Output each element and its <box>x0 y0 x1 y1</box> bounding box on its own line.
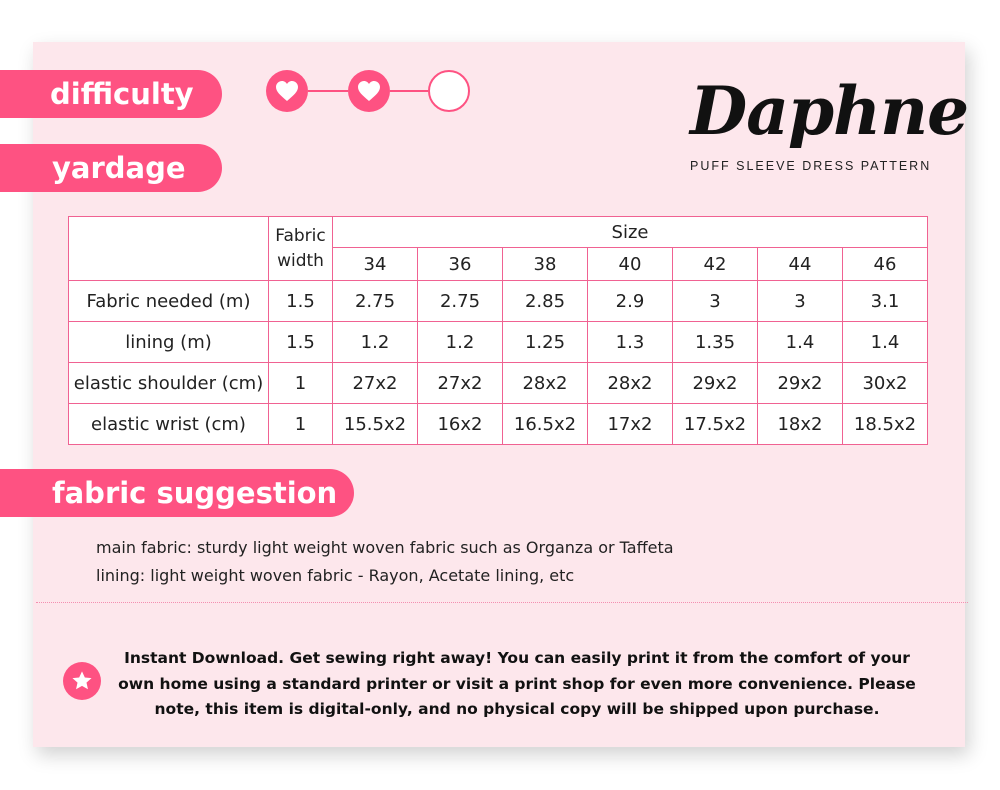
value-cell: 2.75 <box>418 281 503 322</box>
value-cell: 2.75 <box>333 281 418 322</box>
table-row <box>69 404 928 445</box>
value-cell: 27x2 <box>418 363 503 404</box>
size-cell: 42 <box>673 248 758 281</box>
fabric-width-header-line: Fabric <box>275 225 326 246</box>
value-cell: 1.4 <box>758 322 843 363</box>
value-cell: 16.5x2 <box>503 404 588 445</box>
table-header-row <box>69 217 928 248</box>
rating-connector <box>390 90 428 92</box>
main-fabric-line: main fabric: sturdy light weight woven fabric such as Organza or Taffeta <box>96 538 674 557</box>
value-cell: 1.35 <box>673 322 758 363</box>
yardage-heading <box>0 144 222 192</box>
fabric-width-header-line: width <box>277 250 324 271</box>
difficulty-heading <box>0 70 222 118</box>
value-cell: 1.4 <box>843 322 928 363</box>
table-row <box>69 363 928 404</box>
row-label: elastic shoulder (cm) <box>69 363 269 404</box>
brand-subtitle: PUFF SLEEVE DRESS PATTERN <box>690 159 932 173</box>
size-cell: 40 <box>588 248 673 281</box>
value-cell: 3.1 <box>843 281 928 322</box>
value-cell: 3 <box>673 281 758 322</box>
fabric-width-header <box>269 217 333 281</box>
width-cell: 1.5 <box>269 281 333 322</box>
value-cell: 1.2 <box>333 322 418 363</box>
rating-connector <box>308 90 348 92</box>
value-cell: 29x2 <box>758 363 843 404</box>
value-cell: 30x2 <box>843 363 928 404</box>
instant-download-notice: Instant Download. Get sewing right away! You can easily print it from the comfort of your own home using a standard printer or visit a print shop for even more convenience. Please note, this item is digital-only, and no physical copy will be shipped upon purchase. <box>118 649 916 718</box>
value-cell: 29x2 <box>673 363 758 404</box>
value-cell: 17x2 <box>588 404 673 445</box>
value-cell: 1.3 <box>588 322 673 363</box>
fabric-suggestion-label: fabric suggestion <box>52 476 338 510</box>
difficulty-label: difficulty <box>50 77 194 111</box>
lining-fabric-line: lining: light weight woven fabric - Rayon, Acetate lining, etc <box>96 566 575 585</box>
size-cell: 38 <box>503 248 588 281</box>
star-badge <box>63 662 101 700</box>
row-label: Fabric needed (m) <box>69 281 269 322</box>
rating-dot-empty <box>428 70 470 112</box>
brand-title: Daphne <box>690 72 969 150</box>
difficulty-rating <box>266 70 470 112</box>
fabric-suggestion-heading <box>0 469 354 517</box>
value-cell: 15.5x2 <box>333 404 418 445</box>
size-header: Size <box>333 217 928 248</box>
value-cell: 1.25 <box>503 322 588 363</box>
value-cell: 2.85 <box>503 281 588 322</box>
width-cell: 1 <box>269 404 333 445</box>
star-icon <box>71 670 93 692</box>
value-cell: 28x2 <box>588 363 673 404</box>
value-cell: 28x2 <box>503 363 588 404</box>
value-cell: 17.5x2 <box>673 404 758 445</box>
heart-icon <box>357 80 381 102</box>
size-cell: 34 <box>333 248 418 281</box>
value-cell: 3 <box>758 281 843 322</box>
brand-block <box>690 72 969 173</box>
heart-icon <box>275 80 299 102</box>
value-cell: 16x2 <box>418 404 503 445</box>
value-cell: 18.5x2 <box>843 404 928 445</box>
yardage-label: yardage <box>52 151 186 185</box>
size-cell: 46 <box>843 248 928 281</box>
value-cell: 18x2 <box>758 404 843 445</box>
fabric-suggestion-text <box>96 534 674 590</box>
table-corner-cell <box>69 217 269 281</box>
table-row <box>69 322 928 363</box>
table-row <box>69 281 928 322</box>
dotted-divider <box>36 602 968 603</box>
rating-dot-filled <box>348 70 390 112</box>
size-cell: 36 <box>418 248 503 281</box>
value-cell: 1.2 <box>418 322 503 363</box>
row-label: elastic wrist (cm) <box>69 404 269 445</box>
rating-dot-filled <box>266 70 308 112</box>
value-cell: 27x2 <box>333 363 418 404</box>
size-cell: 44 <box>758 248 843 281</box>
value-cell: 2.9 <box>588 281 673 322</box>
width-cell: 1.5 <box>269 322 333 363</box>
yardage-table <box>68 216 928 445</box>
row-label: lining (m) <box>69 322 269 363</box>
width-cell: 1 <box>269 363 333 404</box>
